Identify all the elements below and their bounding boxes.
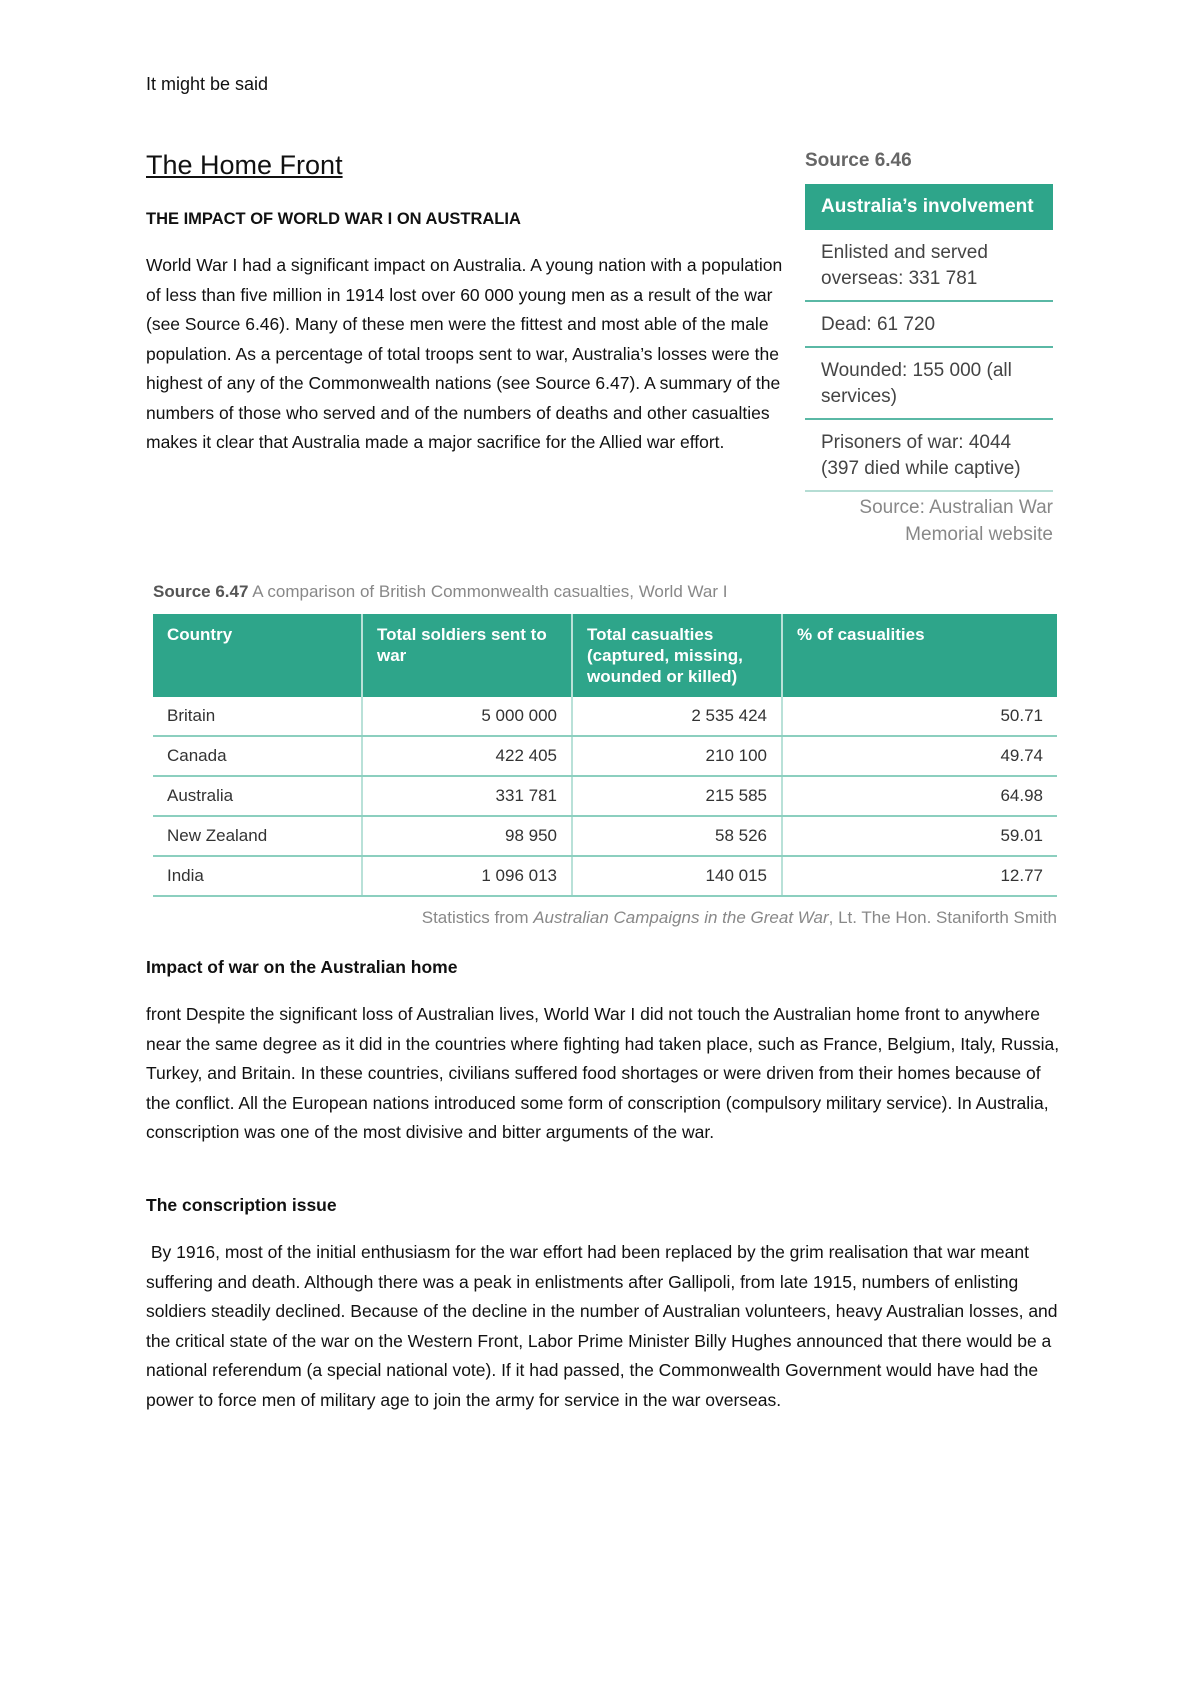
table-cell: Canada [153,736,362,776]
page-title: The Home Front [146,150,343,180]
table-cell: Australia [153,776,362,816]
table-cell: 422 405 [362,736,572,776]
page-header: It might be said [146,74,269,94]
source-label: Source 6.46 [805,150,912,171]
table-row [153,697,1057,736]
table-cell: 5 000 000 [362,697,572,736]
table-caption [153,582,727,602]
column-header: Total casualties (captured, missing, wounded or killed) [572,614,782,697]
table-source-label: Source 6.47 [153,582,249,601]
section-paragraph: By 1916, most of the initial enthusiasm for the war effort had been replaced by the grim realisation that war meant suffering and death. Although there was a peak in enlistments after Gallipoli, from late 1915, numbers of enlisting soldiers steadily declined. Because of the decline in the number of Australian volunteers, heavy Australian losses, and the critical state of the war on the Western Front, Labor Prime Minister Billy Hughes announced that there would be a national referendum (a special national vote). If it had passed, the Commonwealth Government would have had the power to force men of military age to join the army for service in the war overseas. [146,1242,1063,1410]
stats-suffix: , Lt. The Hon. Staniforth Smith [828,908,1057,927]
table-cell: 58 526 [572,816,782,856]
column-header: Total soldiers sent to war [362,614,572,697]
subtitle: THE IMPACT OF WORLD WAR I ON AUSTRALIA [146,210,521,228]
section-paragraph: front Despite the significant loss of Australian lives, World War I did not touch the Australian home front to anywhere near the same degree as it did in the countries where fighting had taken place, such as France, Belgium, Italy, Russia, Turkey, and Britain. In these countries, civilians suffered food shortages or were driven from their homes because of the conflict. All the European nations introduced some form of conscription (compulsory military service). In Australia, conscription was one of the most divisive and bitter arguments of the war. [146,1004,1060,1142]
table-row [153,856,1057,896]
table-cell: 331 781 [362,776,572,816]
casualties-table [153,614,1057,897]
table-cell: 2 535 424 [572,697,782,736]
column-header: % of casualities [782,614,1057,697]
table-cell: 215 585 [572,776,782,816]
section-heading: Impact of war on the Australian home [146,957,458,977]
intro-paragraph: World War I had a significant impact on Australia. A young nation with a population of less than five million in 1914 lost over 60 000 young men as a result of the war (see Source 6.46). Many of these men were the fittest and most able of the male population. As a percentage of total troops sent to war, Australia’s losses were the highest of any of the Commonwealth nations (see Source 6.47). A summary of the numbers of those who served and of the numbers of deaths and other casualties makes it clear that Australia made a major sacrifice for the Allied war effort. [146,255,783,452]
box-item: Prisoners of war: 4044 (397 died while captive) [805,420,1053,492]
table-cell: 98 950 [362,816,572,856]
source-6-46-box [805,150,1053,548]
table-row [153,736,1057,776]
table-cell: New Zealand [153,816,362,856]
table-cell: 1 096 013 [362,856,572,896]
section-heading: The conscription issue [146,1195,337,1215]
caption-text: A comparison of British Commonwealth casualties, World War I [252,582,728,601]
table-cell: India [153,856,362,896]
box-item: Enlisted and served overseas: 331 781 [805,230,1053,302]
box-heading: Australia’s involvement [805,184,1053,230]
table-row [153,816,1057,856]
stats-book: Australian Campaigns in the Great War [533,908,829,927]
table-cell: 50.71 [782,697,1057,736]
table-cell: 64.98 [782,776,1057,816]
table-row [153,776,1057,816]
table-cell: 49.74 [782,736,1057,776]
table-statistics-source [422,908,1057,928]
table-cell: 210 100 [572,736,782,776]
table-cell: 12.77 [782,856,1057,896]
table-cell: 59.01 [782,816,1057,856]
box-item: Dead: 61 720 [805,302,1053,348]
table-cell: Britain [153,697,362,736]
column-header: Country [153,614,362,697]
table-cell: 140 015 [572,856,782,896]
stats-prefix: Statistics from [421,908,534,927]
table-header-row [153,614,1057,697]
box-source: Source: Australian War Memorial website [859,497,1053,545]
box-item: Wounded: 155 000 (all services) [805,348,1053,420]
